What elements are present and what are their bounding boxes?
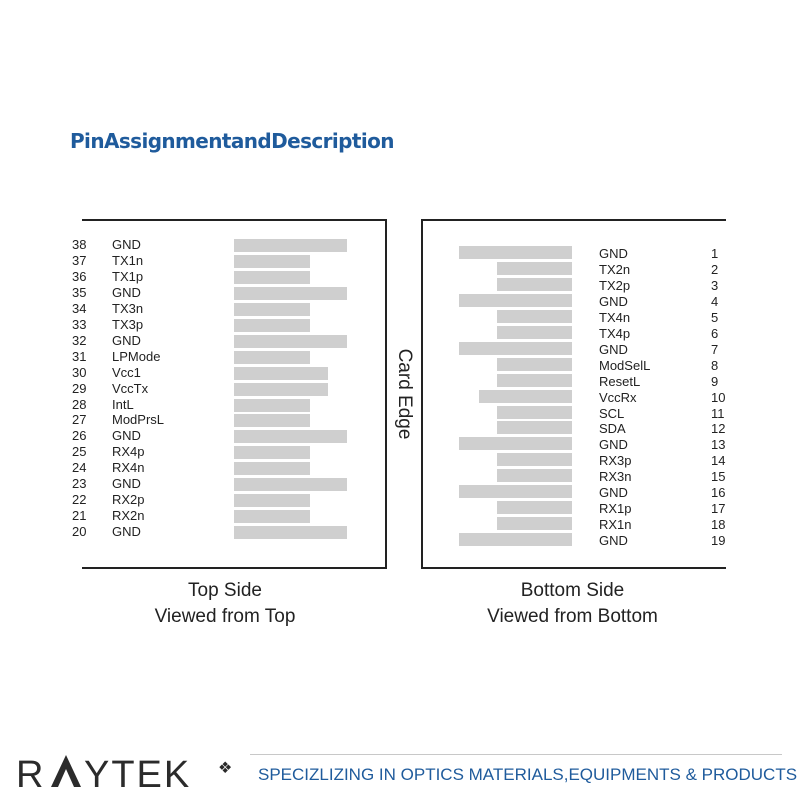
- bottom-pin-name: TX4n: [599, 309, 631, 325]
- svg-text:R: R: [16, 754, 46, 792]
- bottom-pin-name: GND: [599, 293, 628, 309]
- top-pin-name: TX3p: [112, 316, 144, 332]
- bottom-pin-number: 8: [711, 357, 719, 373]
- top-pin-pad: [234, 399, 310, 412]
- bottom-pin-name: ResetL: [599, 373, 641, 389]
- bottom-pin-number: 19: [711, 533, 726, 549]
- top-pin-pad: [234, 287, 347, 300]
- top-pin-pad: [234, 478, 347, 491]
- top-pin-pad: [234, 494, 310, 507]
- footer-divider: [250, 754, 782, 755]
- top-pin-number: 21: [72, 508, 87, 524]
- bottom-pin-pad: [459, 533, 572, 546]
- top-pin-name: GND: [112, 476, 141, 492]
- top-pin-number: 35: [72, 284, 87, 300]
- bottom-pin-number: 9: [711, 373, 719, 389]
- top-pin-number: 20: [72, 524, 87, 540]
- bottom-pin-name: RX1p: [599, 501, 632, 517]
- top-side-panel: [72, 219, 387, 569]
- top-pin-pad: [234, 319, 310, 332]
- top-pin-pad: [234, 239, 347, 252]
- top-pin-pad: [234, 526, 347, 539]
- top-side-caption: [100, 578, 350, 630]
- top-pin-pad: [234, 446, 310, 459]
- raytek-logo: [16, 752, 248, 792]
- bottom-pin-name: SDA: [599, 421, 626, 437]
- top-side-caption-line2: Viewed from Top: [154, 606, 296, 627]
- bottom-pin-number: 3: [711, 277, 719, 293]
- bottom-pin-number: 6: [711, 325, 719, 341]
- bottom-pin-number: 7: [711, 341, 719, 357]
- bottom-pin-pad: [459, 437, 572, 450]
- top-pin-number: 24: [72, 460, 87, 476]
- top-pin-number: 37: [72, 252, 87, 268]
- bottom-pin-number: 11: [711, 405, 725, 421]
- bottom-pin-pad: [497, 469, 572, 482]
- top-pin-pad: [234, 462, 310, 475]
- top-side-caption-line1: Top Side: [188, 580, 262, 601]
- top-pin-name: IntL: [112, 396, 134, 412]
- top-pin-name: GND: [112, 332, 141, 348]
- top-pin-name: LPMode: [112, 348, 161, 364]
- bottom-pin-name: GND: [599, 341, 628, 357]
- bottom-pin-pad: [459, 485, 572, 498]
- bottom-pin-number: 16: [711, 485, 726, 501]
- bottom-pin-pad: [497, 501, 572, 514]
- bottom-pin-pad: [497, 310, 572, 323]
- bottom-side-caption-line1: Bottom Side: [520, 580, 625, 601]
- top-pin-number: 32: [72, 332, 87, 348]
- bottom-pin-name: ModSelL: [599, 357, 651, 373]
- top-pin-name: RX2p: [112, 492, 145, 508]
- top-pin-pad: [234, 271, 310, 284]
- bottom-pin-number: 5: [711, 309, 719, 325]
- top-pin-name: GND: [112, 284, 141, 300]
- footer-slogan: SPECIZLIZING IN OPTICS MATERIALS,EQUIPMENTS & PRODUCTS: [258, 765, 798, 784]
- top-pin-number: 28: [72, 396, 87, 412]
- bottom-pin-number: 17: [711, 501, 726, 517]
- diamond-icon: ❖: [218, 760, 233, 777]
- top-pin-number: 22: [72, 492, 87, 508]
- top-pin-name: GND: [112, 524, 141, 540]
- top-pin-name: RX2n: [112, 508, 145, 524]
- top-pin-pad: [234, 383, 328, 396]
- bottom-pin-name: RX3n: [599, 469, 632, 485]
- top-pin-name: RX4p: [112, 444, 145, 460]
- bottom-pin-name: GND: [599, 246, 628, 261]
- bottom-pin-pad: [497, 374, 572, 387]
- bottom-pin-name: VccRx: [599, 389, 637, 405]
- bottom-pin-number: 15: [711, 469, 726, 485]
- top-pin-pad: [234, 414, 310, 427]
- top-pin-number: 25: [72, 444, 87, 460]
- top-pin-pad: [234, 303, 310, 316]
- top-pin-name: RX4n: [112, 460, 145, 476]
- top-pin-name: GND: [112, 428, 141, 444]
- bottom-pin-name: GND: [599, 533, 628, 549]
- top-pin-name: VccTx: [112, 380, 149, 396]
- top-pin-name: Vcc1: [112, 364, 141, 380]
- top-pin-pad: [234, 255, 310, 268]
- top-pin-number: 26: [72, 428, 87, 444]
- bottom-pin-name: GND: [599, 485, 628, 501]
- bottom-side-caption: [440, 578, 705, 630]
- top-pin-number: 31: [72, 348, 87, 364]
- bottom-pin-name: SCL: [599, 405, 625, 421]
- top-pin-name: TX1n: [112, 252, 144, 268]
- top-pin-name: ModPrsL: [112, 412, 165, 428]
- bottom-side-panel: [421, 219, 726, 569]
- page-title: PinAssignmentandDescription: [70, 129, 394, 153]
- bottom-pin-number: 12: [711, 421, 726, 437]
- bottom-pin-pad: [497, 406, 572, 419]
- bottom-pin-number: 2: [711, 261, 719, 277]
- bottom-pin-pad: [497, 262, 572, 275]
- bottom-pin-pad: [459, 342, 572, 355]
- svg-text:YTEK: YTEK: [84, 754, 192, 792]
- top-pin-number: 36: [72, 268, 87, 284]
- bottom-pin-number: 14: [711, 453, 726, 469]
- bottom-pin-name: GND: [599, 437, 628, 453]
- top-pin-number: 27: [72, 412, 87, 428]
- bottom-pin-name: RX3p: [599, 453, 632, 469]
- top-pin-pad: [234, 335, 347, 348]
- top-pin-number: 30: [72, 364, 87, 380]
- top-pin-pad: [234, 510, 310, 523]
- bottom-pin-name: TX2n: [599, 261, 631, 277]
- top-pin-name: TX1p: [112, 268, 144, 284]
- bottom-pin-number: 18: [711, 517, 726, 533]
- bottom-pin-pad: [497, 278, 572, 291]
- bottom-pin-name: RX1n: [599, 517, 632, 533]
- bottom-pin-pad: [497, 358, 572, 371]
- bottom-pin-pad: [459, 246, 572, 259]
- bottom-pin-pad: [497, 453, 572, 466]
- top-pin-name: GND: [112, 237, 141, 252]
- bottom-pin-pad: [497, 326, 572, 339]
- top-pin-name: TX3n: [112, 300, 144, 316]
- bottom-pin-number: 10: [711, 389, 726, 405]
- top-pin-pad: [234, 367, 328, 380]
- top-pin-number: 29: [72, 380, 87, 396]
- top-pin-number: 38: [72, 237, 87, 252]
- top-pin-number: 23: [72, 476, 87, 492]
- bottom-pin-number: 4: [711, 293, 719, 309]
- bottom-pin-name: TX4p: [599, 325, 631, 341]
- top-pin-number: 33: [72, 316, 87, 332]
- bottom-pin-number: 1: [711, 246, 719, 261]
- bottom-pin-pad: [459, 294, 572, 307]
- bottom-side-caption-line2: Viewed from Bottom: [487, 606, 658, 627]
- bottom-pin-pad: [497, 517, 572, 530]
- top-pin-number: 34: [72, 300, 87, 316]
- top-pin-pad: [234, 351, 310, 364]
- bottom-pin-number: 13: [711, 437, 726, 453]
- bottom-pin-pad: [479, 390, 572, 403]
- bottom-pin-pad: [497, 421, 572, 434]
- bottom-pin-name: TX2p: [599, 277, 631, 293]
- card-edge-label: Card Edge: [394, 348, 415, 440]
- top-pin-pad: [234, 430, 347, 443]
